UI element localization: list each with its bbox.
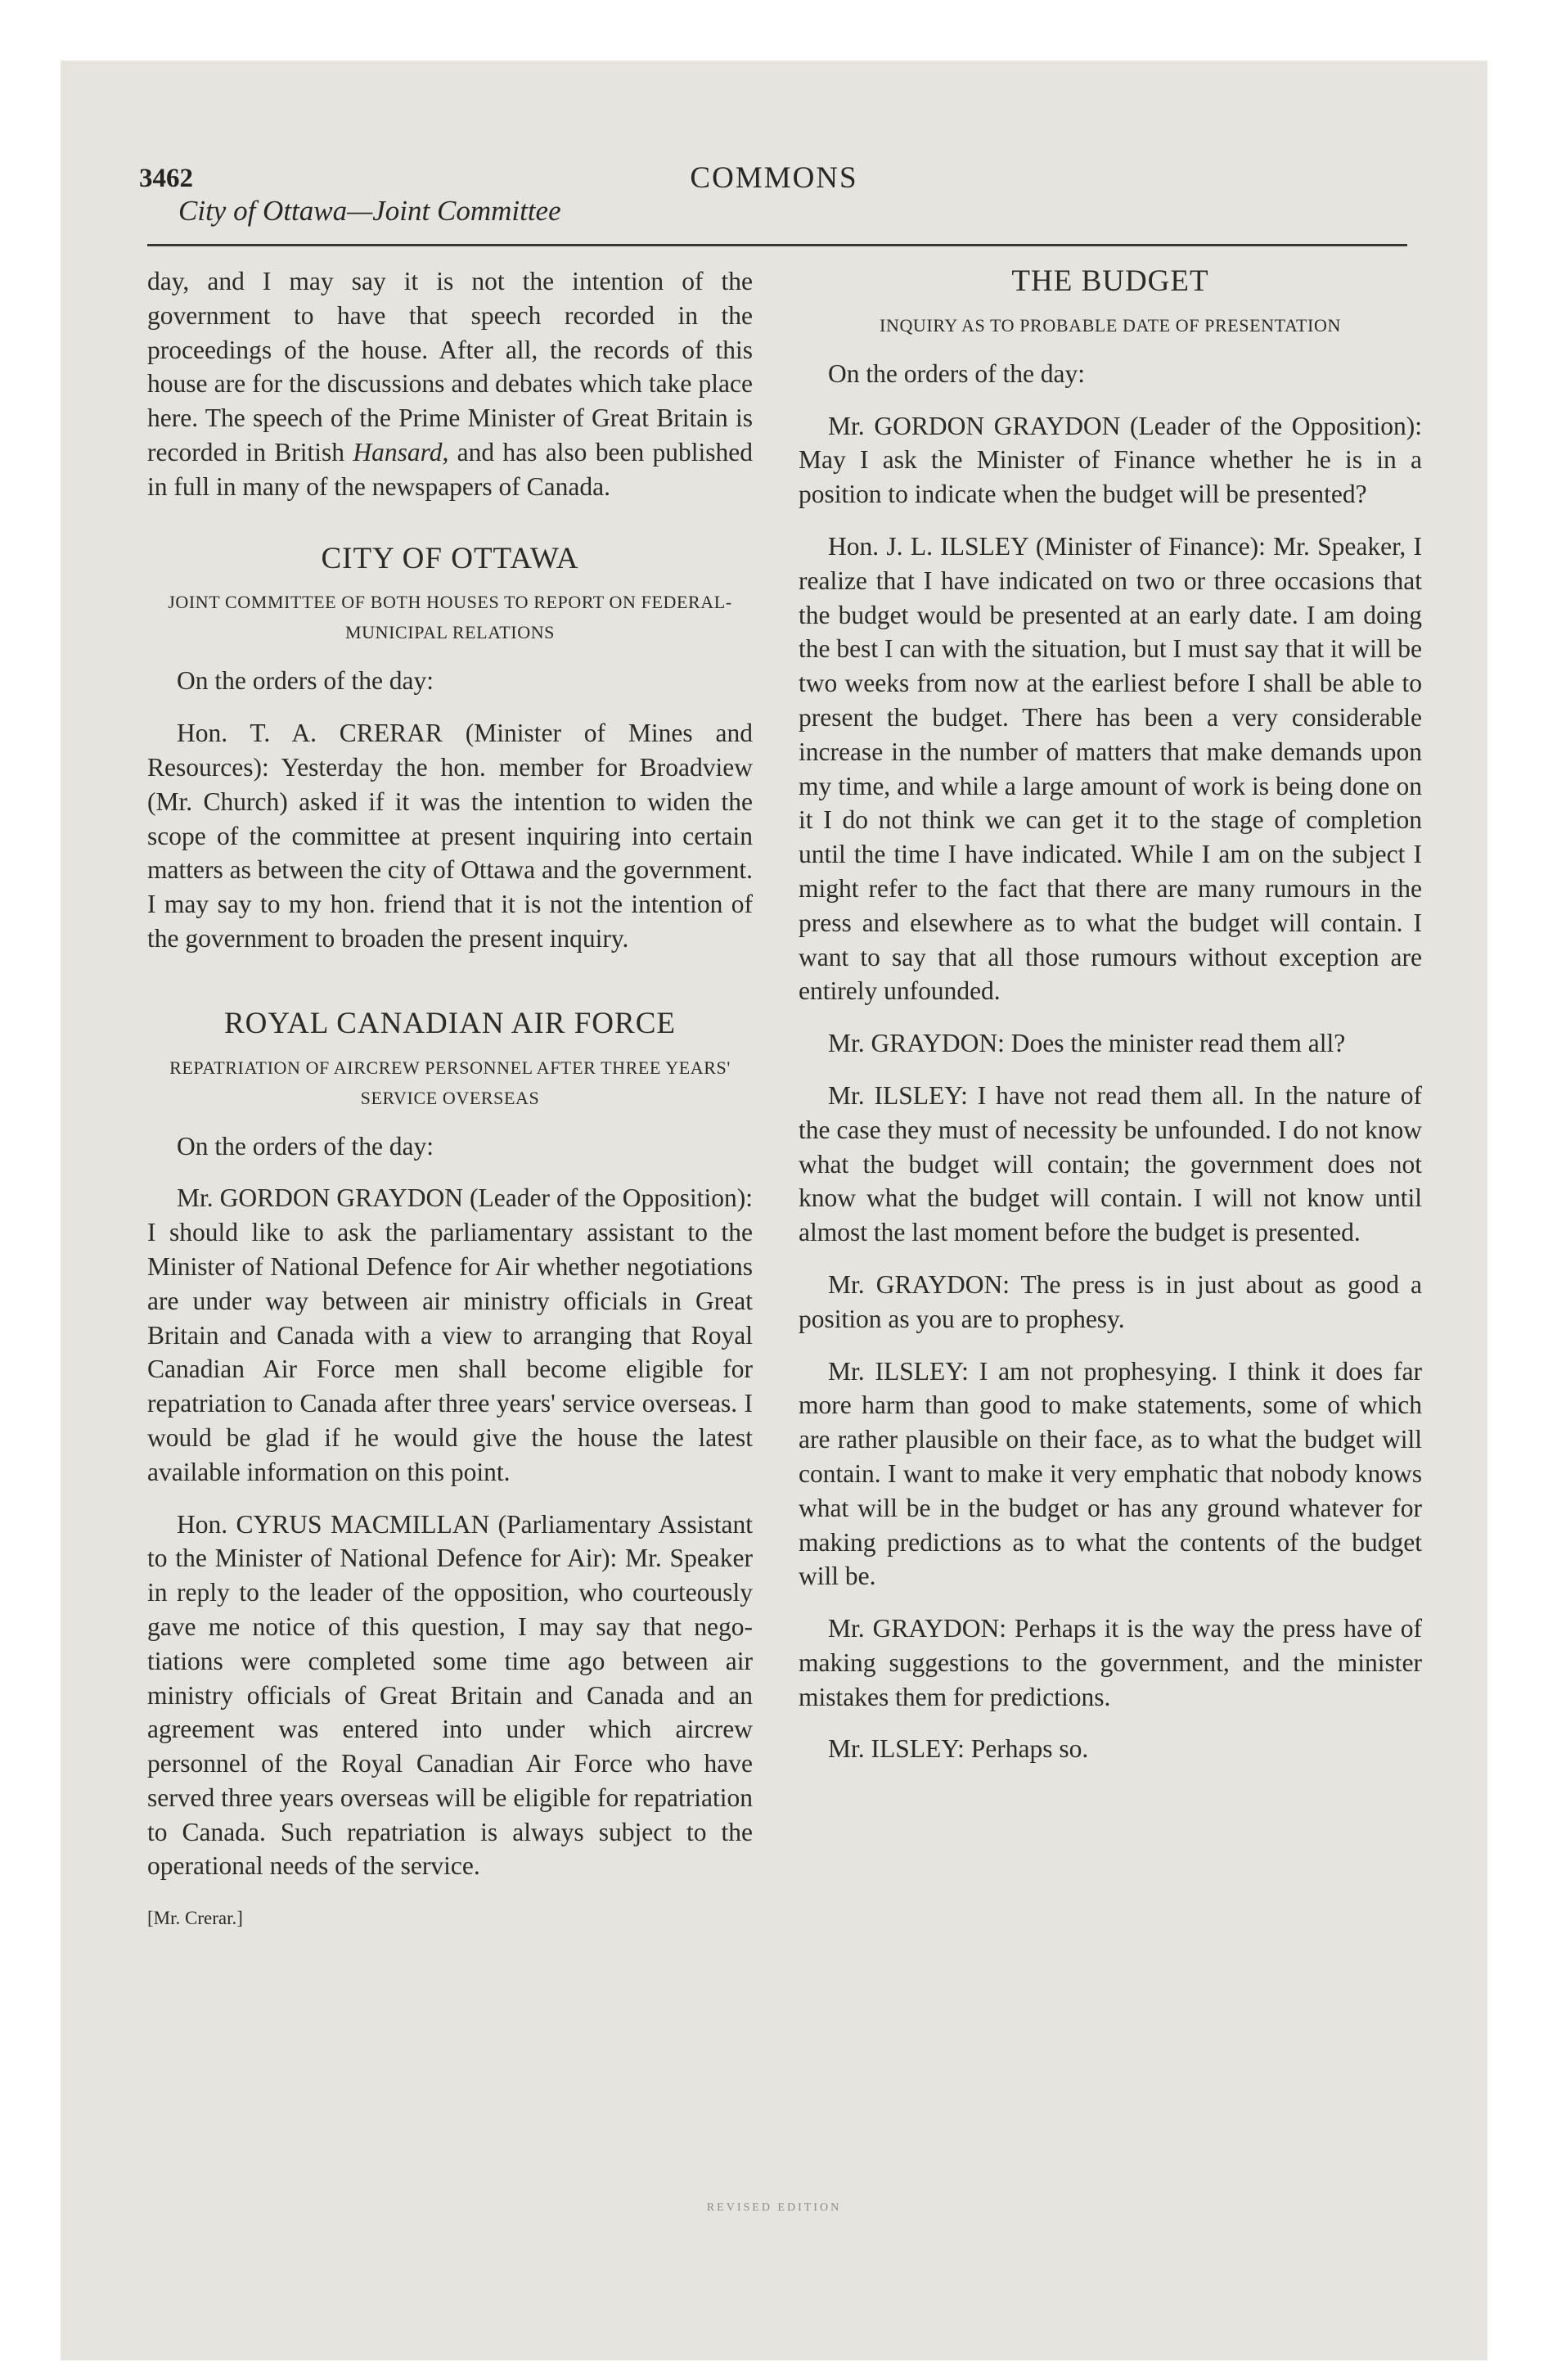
running-head-title: COMMONS: [690, 161, 858, 195]
paragraph-text: day, and I may say it is not the intention of the government to have that speech recorded in the proceedings of the house. After all, the records of this house are for the discussions and debates which take place here. The speech of the Prime Minister of Great Britain is recorded in British: [147, 267, 753, 467]
speech-ilsley: Mr. ILSLEY: I am not prophesying. I think it does far more harm than good to make statements, some of which are rather plausible on their face, as to what the budget will contain. I want to make it very emphatic that nobody knows what will be in the budget or has any ground whatever for making predictions as to what the contents of the budget will be.: [799, 1356, 1422, 1591]
speech-graydon: Mr. GRAYDON: Perhaps it is the way the press have of making suggestions to the government, and the minister mistakes them for predictions.: [799, 1614, 1422, 1711]
speech-ilsley: Mr. ILSLEY: Perhaps so.: [828, 1734, 1089, 1764]
subheading-inquiry: INQUIRY AS TO PROBABLE DATE OF PRESENTATION: [880, 314, 1341, 336]
speech-graydon: Mr. GRAYDON: Does the minister read them all?: [828, 1029, 1346, 1058]
speech-graydon: Mr. GRAYDON: The press is in just about as good a position as you are to prophesy.: [799, 1269, 1422, 1333]
footer-mark: REVISED EDITION: [706, 2202, 842, 2214]
subheading-repatriation: REPATRIATION OF AIRCREW PERSONNEL AFTER THREE YEARS' SERVICE OVERSEAS: [169, 1057, 731, 1108]
running-head-subtitle: City of Ottawa—Joint Committee: [178, 195, 561, 227]
speech-crerar: Hon. T. A. CRERAR (Minister of Mines and Resources): Yesterday the hon. member for Broadview (Mr. Church) asked if it was the intention to widen the scope of the committee at present inquiring into certain matters as between the city of Ottawa and the government. I may say to my hon. friend that it is not the intention of the government to broaden the present inquiry.: [147, 719, 753, 953]
page-number: 3462: [139, 164, 193, 193]
orders-of-the-day: On the orders of the day:: [828, 358, 1086, 388]
left-column: [147, 264, 753, 1936]
speech-graydon: Mr. GORDON GRAYDON (Leader of the Opposition): May I ask the Minister of Finance whether he is in a position to indicate when the budget will be presented?: [799, 411, 1422, 509]
hansard-italic: Hansard,: [353, 437, 449, 467]
speech-graydon: Mr. GORDON GRAYDON (Leader of the Opposition): I should like to ask the parliamentary assistant to the Minister of National Defence for Air whether negotiations are under way between air ministry officials in Great Britain and Canada with a view to arranging that Royal Canadian Air Force men shall become eligible for repatriation to Canada after three years' service overseas. I would be glad if he would give the house the latest available information on this point.: [147, 1183, 753, 1486]
section-heading-rcaf: ROYAL CANADIAN AIR FORCE: [224, 1006, 676, 1040]
section-heading-budget: THE BUDGET: [1011, 264, 1209, 298]
paragraph-text-end: and has also been published in full in many of the newspapers of Canada.: [147, 437, 753, 501]
orders-of-the-day: On the orders of the day:: [177, 666, 434, 696]
page-signature: [Mr. Crerar.]: [147, 1908, 243, 1929]
section-heading-city-of-ottawa: CITY OF OTTAWA: [321, 541, 579, 575]
orders-of-the-day: On the orders of the day:: [177, 1131, 434, 1161]
speech-macmillan: Hon. CYRUS MACMILLAN (Parliamentary Assistant to the Minister of National Defence for Air): Mr. Speaker in reply to the leader of the opposition, who courteously gave me notice of this question, I may say that negotiations were completed some time ago between air ministry officials of Great Britain and Canada and an agreement was entered into under which aircrew personnel of the Royal Canadian Air Force who have served three years overseas will be eligible for repatriation to Canada. Such repatriation is always subject to the operational needs of the service.: [147, 1509, 753, 1881]
speech-ilsley: Mr. ILSLEY: I have not read them all. In the nature of the case they must of necessity be unfounded. I do not know what the budget will contain; the government does not know what the budget will contain. I will not know until almost the last moment before the budget is presented.: [799, 1080, 1422, 1247]
speech-ilsley: Hon. J. L. ILSLEY (Minister of Finance): Mr. Speaker, I realize that I have indicated on two or three occasions that the budget would be presented at an early date. I am doing the best I can with the situation, but I must say that it will be two weeks from now at the earliest before I shall be able to present the budget. There has been a very considerable increase in the number of matters that make demands upon my time, and while a large amount of work is being done on it I do not think we can get it to the stage of completion until the time I have indicated. While I am on the subject I might refer to the fact that there are many rumours in the press and elsewhere as to what the budget will contain. I want to say that all those rumours without exception are entirely unfounded.: [799, 531, 1422, 1006]
subheading-joint-committee: JOINT COMMITTEE OF BOTH HOUSES TO REPORT ON FEDERAL-MUNICIPAL RELATIONS: [168, 592, 732, 643]
paragraph-continued: [147, 264, 753, 504]
header-rule: [147, 244, 1407, 246]
right-column: [799, 264, 1422, 1766]
